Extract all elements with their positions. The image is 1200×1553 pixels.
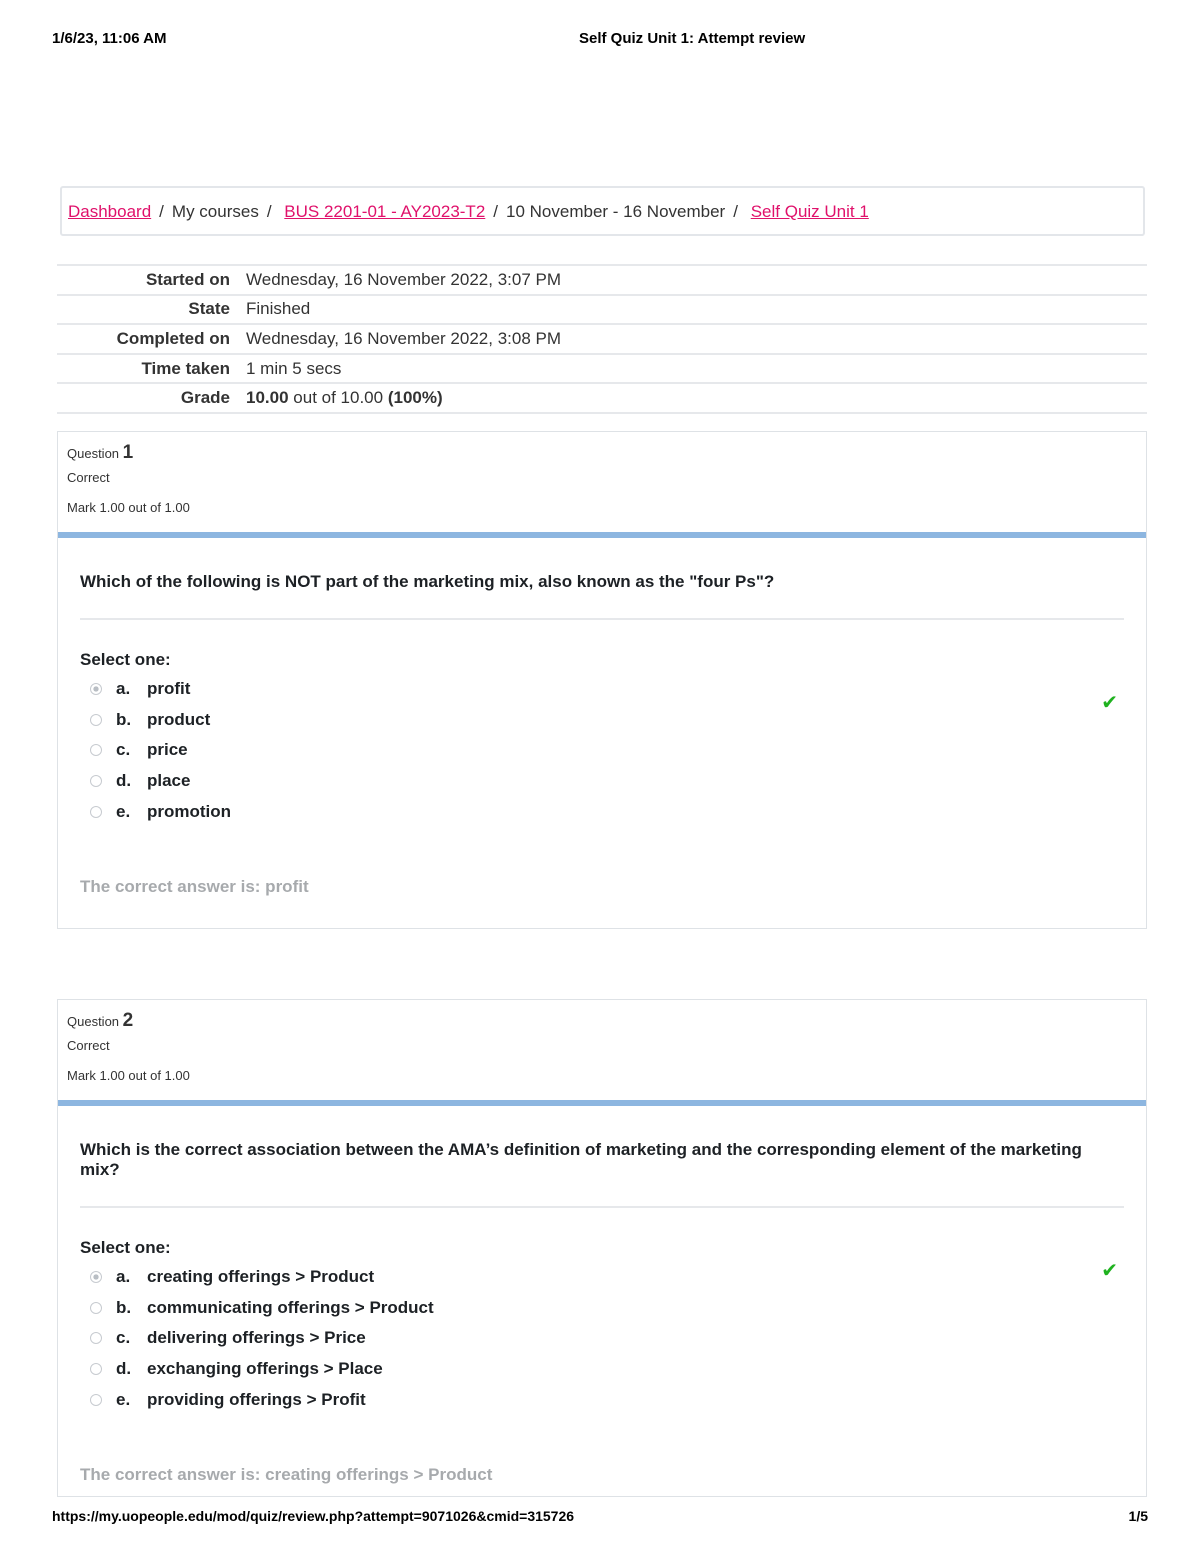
grade-label: Grade	[57, 383, 238, 413]
question-number: 1	[122, 442, 134, 463]
print-footer	[52, 1508, 1148, 1528]
answer-option-b[interactable]	[80, 1293, 1124, 1324]
question-label: Question	[67, 1014, 120, 1029]
option-text: delivering offerings > Price	[147, 1328, 366, 1348]
breadcrumb-separator: /	[493, 202, 499, 221]
question-card-2	[57, 999, 1147, 1497]
answer-option-c[interactable]	[80, 1323, 1124, 1354]
answer-option-b[interactable]	[80, 705, 1124, 736]
option-text: creating offerings > Product	[147, 1267, 375, 1287]
summary-row-state	[57, 295, 1147, 325]
grade-value	[238, 383, 1147, 413]
print-header	[52, 30, 1148, 50]
option-letter: e.	[116, 801, 131, 821]
question-divider	[80, 1206, 1124, 1208]
option-text: promotion	[147, 801, 232, 821]
radio-button[interactable]	[90, 1271, 102, 1283]
summary-row-grade	[57, 383, 1147, 413]
radio-button[interactable]	[90, 1332, 102, 1344]
question-state: Correct	[67, 470, 110, 485]
breadcrumb-separator: /	[159, 202, 164, 221]
print-page-number: 1/5	[1128, 1508, 1148, 1524]
option-letter: b.	[116, 1297, 132, 1317]
answer-option-c[interactable]	[80, 735, 1124, 766]
breadcrumb-separator: /	[733, 202, 738, 221]
option-letter: a.	[116, 1267, 131, 1287]
print-datetime: 1/6/23, 11:06 AM	[52, 30, 167, 47]
radio-button[interactable]	[90, 714, 102, 726]
correct-answer-feedback: The correct answer is: creating offerings > Product	[80, 1464, 493, 1484]
question-content	[58, 538, 1146, 897]
summary-row-completed	[57, 324, 1147, 354]
question-state: Correct	[67, 1038, 110, 1053]
option-letter: c.	[116, 740, 131, 760]
summary-row-started	[57, 265, 1147, 295]
breadcrumb-my-courses: My courses	[171, 202, 259, 221]
option-letter: d.	[116, 771, 132, 791]
question-mark: Mark 1.00 out of 1.00	[67, 1068, 190, 1083]
option-text: profit	[147, 679, 191, 699]
print-doc-title: Self Quiz Unit 1: Attempt review	[579, 30, 806, 47]
question-text: Which is the correct association between the AMA’s definition of marketing and the corresponding element of the marketing mix?	[80, 1140, 1082, 1179]
grade-score: 10.00	[246, 388, 289, 408]
grade-out-of: out of 10.00	[293, 388, 384, 408]
option-letter: d.	[116, 1359, 132, 1379]
radio-button[interactable]	[90, 683, 102, 695]
started-label: Started on	[57, 265, 238, 295]
question-label: Question	[67, 446, 120, 461]
state-value: Finished	[238, 295, 1147, 325]
option-letter: b.	[116, 709, 132, 729]
radio-button[interactable]	[90, 1363, 102, 1375]
answer-option-e[interactable]	[80, 1384, 1124, 1415]
option-text: providing offerings > Profit	[147, 1389, 366, 1409]
breadcrumb-separator: /	[266, 202, 272, 221]
time-label: Time taken	[57, 354, 238, 384]
radio-button[interactable]	[90, 744, 102, 756]
select-one-prompt: Select one:	[80, 1238, 171, 1257]
question-content	[58, 1106, 1146, 1485]
started-value: Wednesday, 16 November 2022, 3:07 PM	[238, 265, 1147, 295]
option-text: communicating offerings > Product	[147, 1297, 434, 1317]
option-text: product	[147, 709, 211, 729]
breadcrumb-quiz-link[interactable]: Self Quiz Unit 1	[750, 202, 869, 221]
radio-button[interactable]	[90, 1394, 102, 1406]
breadcrumb-course-link[interactable]: BUS 2201-01 - AY2023-T2	[284, 202, 486, 221]
question-card-1	[57, 431, 1147, 929]
answer-option-d[interactable]	[80, 1354, 1124, 1385]
breadcrumb-dashboard-link[interactable]: Dashboard	[68, 202, 152, 221]
option-letter: c.	[116, 1328, 131, 1348]
state-label: State	[57, 295, 238, 325]
breadcrumb	[60, 186, 1145, 236]
answer-option-d[interactable]	[80, 766, 1124, 797]
question-mark: Mark 1.00 out of 1.00	[67, 500, 190, 515]
print-url: https://my.uopeople.edu/mod/quiz/review.php?attempt=9071026&cmid=315726	[52, 1508, 575, 1524]
grade-percent: (100%)	[387, 388, 443, 408]
summary-row-time	[57, 354, 1147, 384]
select-one-prompt: Select one:	[80, 650, 171, 669]
attempt-summary-table	[57, 264, 1147, 414]
radio-button[interactable]	[90, 1302, 102, 1314]
radio-button[interactable]	[90, 775, 102, 787]
question-info	[58, 1000, 1146, 1100]
option-text: exchanging offerings > Place	[147, 1359, 383, 1379]
question-divider	[80, 618, 1124, 620]
question-info	[58, 432, 1146, 532]
answer-option-a[interactable]	[80, 674, 1124, 705]
option-letter: e.	[116, 1389, 131, 1409]
correct-answer-feedback: The correct answer is: profit	[80, 876, 309, 896]
question-number: 2	[122, 1010, 134, 1031]
answer-option-e[interactable]	[80, 796, 1124, 827]
time-value: 1 min 5 secs	[238, 354, 1147, 384]
option-letter: a.	[116, 679, 131, 699]
question-text: Which of the following is NOT part of the marketing mix, also known as the "four Ps"?	[80, 572, 775, 591]
check-icon: ✔	[1101, 1260, 1118, 1282]
answer-option-a[interactable]	[80, 1262, 1124, 1293]
radio-button[interactable]	[90, 806, 102, 818]
option-text: price	[147, 740, 188, 760]
completed-value: Wednesday, 16 November 2022, 3:08 PM	[238, 324, 1147, 354]
completed-label: Completed on	[57, 324, 238, 354]
check-icon: ✔	[1101, 692, 1118, 714]
breadcrumb-week: 10 November - 16 November	[506, 202, 726, 221]
option-text: place	[147, 771, 191, 791]
